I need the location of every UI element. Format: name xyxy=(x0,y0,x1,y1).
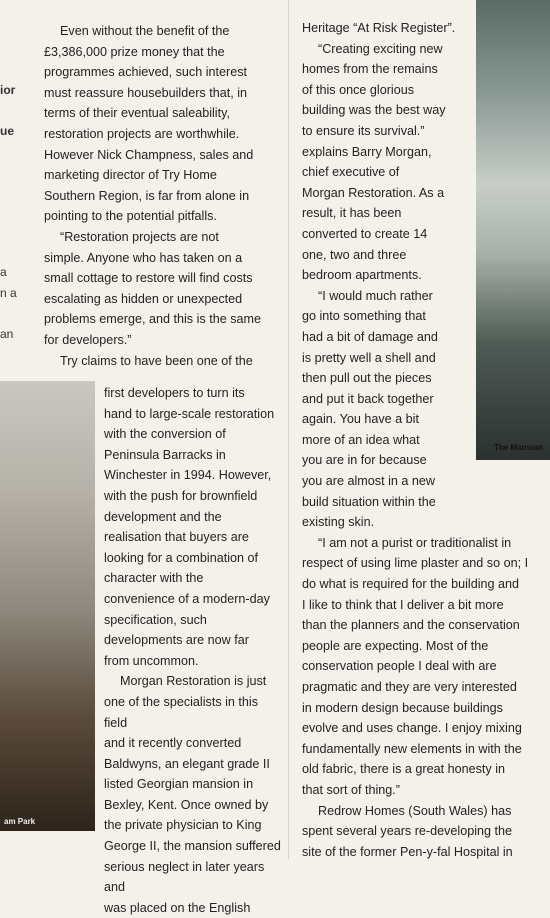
text-line: do what is required for the building and xyxy=(302,577,520,592)
text-line: “Creating exciting new xyxy=(318,41,443,56)
text-line: George II, the mansion suffered xyxy=(104,839,281,854)
text-line: conservation people I deal with are xyxy=(302,659,497,674)
text-line: Winchester in 1994. However, xyxy=(104,468,272,483)
column-divider xyxy=(288,0,289,859)
text-line: Even without the benefit of the xyxy=(60,24,230,38)
text-line: from uncommon. xyxy=(104,653,199,668)
text-line: Peninsula Barracks in xyxy=(104,447,226,462)
text-line: the private physician to King xyxy=(104,818,262,833)
text-line: homes from the remains xyxy=(302,62,438,77)
text-line: of this once glorious xyxy=(302,82,415,97)
text-line: spent several years re-developing the xyxy=(302,824,513,839)
cut-off-text-fragment: a xyxy=(0,265,7,279)
text-line: terms of their eventual saleability, xyxy=(44,106,230,121)
text-line: problems emerge, and this is the same xyxy=(44,312,261,327)
text-line: fundamentally new elements in with the xyxy=(302,741,522,756)
text-line: building was the best way xyxy=(302,103,446,118)
text-line: However Nick Champness, sales and xyxy=(44,147,254,162)
text-line: to ensure its survival.” xyxy=(302,123,425,138)
text-line: “Restoration projects are not xyxy=(60,229,219,244)
text-line: you are in for because xyxy=(302,453,427,468)
text-line: result, it has been xyxy=(302,206,402,221)
text-line: is pretty well a shell and xyxy=(302,350,436,365)
text-line: with the conversion of xyxy=(104,427,226,442)
photo-caption-right: The Mansion xyxy=(494,443,543,452)
text-line: build situation within the xyxy=(302,494,436,509)
text-line: must reassure housebuilders that, in xyxy=(44,85,248,100)
text-line: Southern Region, is far from alone in xyxy=(44,188,250,203)
text-line: Try claims to have been one of the xyxy=(60,353,253,368)
text-line: developments are now far xyxy=(104,633,249,648)
text-line: Morgan Restoration is just xyxy=(120,674,267,689)
text-line: looking for a combination of xyxy=(104,550,259,565)
cut-off-text-fragment: an xyxy=(0,327,14,341)
text-line: character with the xyxy=(104,571,204,586)
text-line: was placed on the English xyxy=(104,900,251,915)
text-line: for developers.” xyxy=(44,332,132,347)
text-line: simple. Anyone who has taken on a xyxy=(44,250,243,265)
text-line: Bexley, Kent. Once owned by xyxy=(104,797,269,812)
cut-off-text-fragment: ior xyxy=(0,83,16,97)
mansion-photo xyxy=(476,0,550,460)
photo-caption-left: am Park xyxy=(4,817,36,826)
text-line: escalating as hidden or unexpected xyxy=(44,291,243,306)
text-line: convenience of a modern-day xyxy=(104,591,270,606)
article-column-left-wrapped xyxy=(104,383,284,918)
text-line: respect of using lime plaster and so on; I xyxy=(302,556,529,571)
text-line: marketing director of Try Home xyxy=(44,168,217,183)
text-line: Baldwyns, an elegant grade II xyxy=(104,756,270,771)
cut-off-text-fragment: n a xyxy=(0,286,17,300)
text-line: then pull out the pieces xyxy=(302,371,432,386)
text-line: pragmatic and they are very interested xyxy=(302,680,517,694)
text-line: evolve and uses change. I enjoy mixing xyxy=(302,721,522,736)
text-line: again. You have a bit xyxy=(302,412,419,427)
text-line: than the planners and the conservation xyxy=(302,618,520,633)
text-line: I like to think that I deliver a bit more xyxy=(302,597,504,612)
text-line: in modern design because buildings xyxy=(302,700,503,715)
text-line: realisation that buyers are xyxy=(104,530,249,545)
text-line: had a bit of damage and xyxy=(302,329,438,344)
article-column-left xyxy=(44,21,270,371)
interior-photo xyxy=(0,381,95,831)
text-line: that sort of thing.” xyxy=(302,782,401,797)
text-line: and put it back together xyxy=(302,391,434,406)
text-line: pointing to the potential pitfalls. xyxy=(44,209,217,224)
text-line: restoration projects are worthwhile. xyxy=(44,126,240,141)
text-line: Morgan Restoration. As a xyxy=(302,185,445,200)
text-line: site of the former Pen-y-fal Hospital in xyxy=(302,844,513,859)
text-line: old fabric, there is a great honesty in xyxy=(302,762,506,777)
text-line: converted to create 14 xyxy=(302,226,428,241)
text-line: one, two and three xyxy=(302,247,407,262)
text-line: Heritage “At Risk Register”. xyxy=(302,21,456,35)
text-line: more of an idea what xyxy=(302,432,420,447)
text-line: small cottage to restore will find costs xyxy=(44,271,253,286)
text-line: specification, such xyxy=(104,612,207,627)
text-line: programmes achieved, such interest xyxy=(44,65,247,80)
text-line: with the push for brownfield xyxy=(104,488,258,503)
text-line: “I am not a purist or traditionalist in xyxy=(318,535,512,550)
text-line: serious neglect in later years and xyxy=(104,859,265,895)
text-line: and it recently converted xyxy=(104,736,242,751)
text-line: listed Georgian mansion in xyxy=(104,777,254,792)
text-line: go into something that xyxy=(302,309,426,324)
text-line: hand to large-scale restoration xyxy=(104,406,275,421)
text-line: you are almost in a new xyxy=(302,474,436,489)
text-line: one of the specialists in this field xyxy=(104,694,259,730)
text-line: “I would much rather xyxy=(318,288,433,303)
text-line: explains Barry Morgan, xyxy=(302,144,432,159)
text-line: Redrow Homes (South Wales) has xyxy=(318,803,512,818)
text-line: development and the xyxy=(104,509,222,524)
text-line: people are expecting. Most of the xyxy=(302,638,489,653)
text-line: £3,386,000 prize money that the xyxy=(44,44,225,59)
text-line: first developers to turn its xyxy=(104,386,245,400)
text-line: existing skin. xyxy=(302,515,375,530)
text-line: chief executive of xyxy=(302,165,400,180)
cut-off-text-fragment: ue xyxy=(0,124,15,138)
text-line: bedroom apartments. xyxy=(302,268,422,283)
